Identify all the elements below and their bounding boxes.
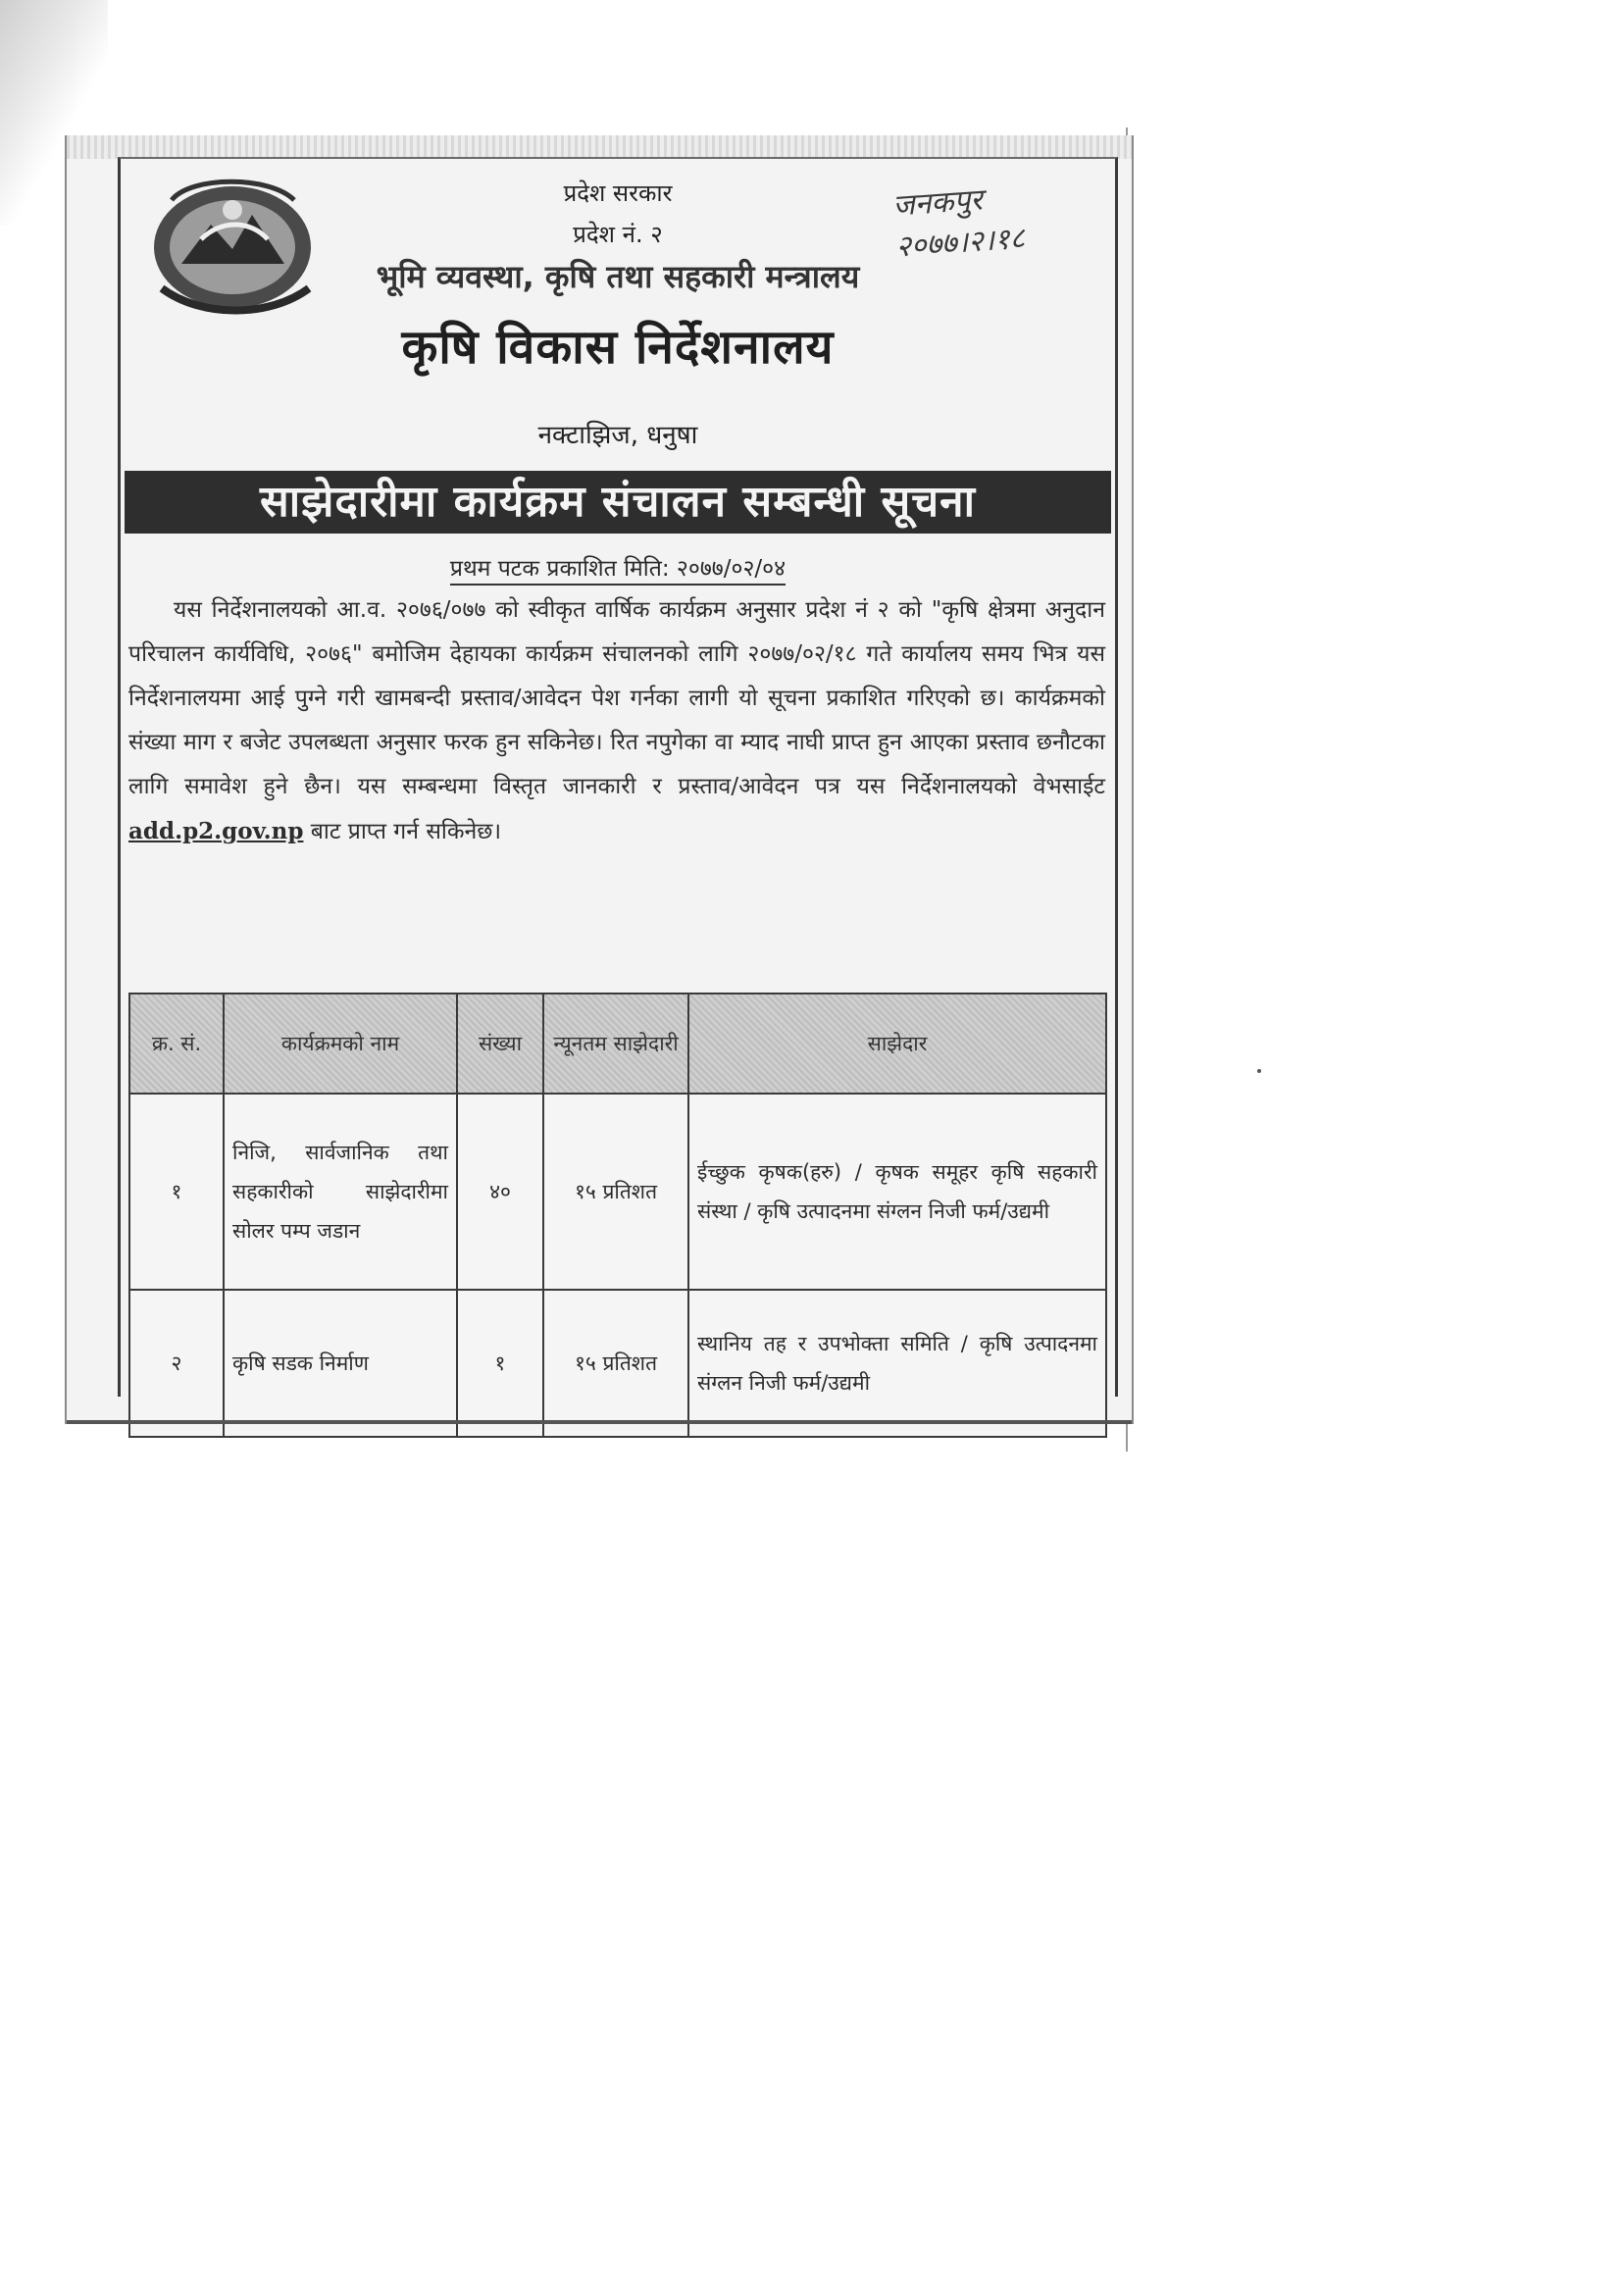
col-header-program: कार्यक्रमको नाम [224, 994, 457, 1094]
notice-title-banner: साझेदारीमा कार्यक्रम संचालन सम्बन्धी सूचना [125, 471, 1111, 534]
col-header-sn: क्र. सं. [129, 994, 224, 1094]
program-table [128, 993, 1107, 1438]
handwritten-date: २०७७।२।१८ [894, 221, 1027, 265]
handwritten-annotation [891, 171, 1115, 303]
province-label: प्रदेश नं. २ [573, 221, 663, 248]
website-link[interactable]: add.p2.gov.np [128, 818, 304, 844]
cell-sn: २ [129, 1290, 224, 1437]
clipping-top-strip [67, 135, 1132, 159]
newspaper-clipping [65, 135, 1134, 1424]
cell-count: ४० [457, 1094, 543, 1290]
col-header-min-share: न्यूनतम साझेदारी [543, 994, 688, 1094]
ministry-name: भूमि व्यवस्था, कृषि तथा सहकारी मन्त्रालय [376, 258, 860, 295]
cell-sn: १ [129, 1094, 224, 1290]
notice-body-text: यस निर्देशनालयको आ.व. २०७६/०७७ को स्वीकृत वार्षिक कार्यक्रम अनुसार प्रदेश नं २ को "कृषि क्षेत्रमा अनुदान परिचालन कार्यविधि, २०७६" बमोजिम देहायका कार्यक्रम संचालनको लागि २०७७/०२/१८ गते कार्यालय समय भित्र यस निर्देशनालयमा आई पुग्ने गरी खामबन्दी प्रस्ताव/आवेदन पेश गर्नका लागी यो सूचना प्रकाशित गरिएको छ। कार्यक्रमको संख्या माग र बजेट उपलब्धता अनुसार फरक हुन सकिनेछ। रित नपुगेका वा म्याद नाघी प्राप्त हुन आएका प्रस्ताव छनौटका लागि समावेश हुने छैन। यस सम्बन्धमा विस्तृत जानकारी र प्रस्ताव/आवेदन पत्र यस निर्देशनालयको वेभसाईट [128, 597, 1105, 799]
cell-program: निजि, सार्वजानिक तथा सहकारीको साझेदारीमा सोलर पम्प जडान [224, 1094, 457, 1290]
table-header-row [129, 994, 1106, 1094]
cell-partner: ईच्छुक कृषक(हरु) / कृषक समूहर कृषि सहकारी संस्था / कृषि उत्पादनमा संग्लन निजी फर्म/उद्यमी [688, 1094, 1106, 1290]
cell-min-share: १५ प्रतिशत [543, 1290, 688, 1437]
notice-body-end: बाट प्राप्त गर्न सकिनेछ। [310, 819, 502, 844]
directorate-name: कृषि विकास निर्देशनालय [401, 320, 835, 375]
col-header-partner: साझेदार [688, 994, 1106, 1094]
notice-body [128, 588, 1105, 854]
published-date [121, 551, 1115, 583]
cell-partner: स्थानिय तह र उपभोक्ता समिति / कृषि उत्पादनमा संग्लन निजी फर्म/उद्यमी [688, 1290, 1106, 1437]
cell-program: कृषि सडक निर्माण [224, 1290, 457, 1437]
col-header-count: संख्या [457, 994, 543, 1094]
notice-box [118, 157, 1118, 1397]
cell-count: १ [457, 1290, 543, 1437]
handwritten-place: जनकपुर [891, 182, 984, 224]
table-row [129, 1290, 1106, 1437]
clipping-bottom-edge [67, 1420, 1132, 1424]
cell-min-share: १५ प्रतिशत [543, 1094, 688, 1290]
table-row [129, 1094, 1106, 1290]
scan-speck [1257, 1069, 1261, 1073]
government-label: प्रदेश सरकार [563, 179, 673, 207]
published-date-text: प्रथम पटक प्रकाशित मिति: २०७७/०२/०४ [450, 556, 786, 586]
office-address: नक्टाझिज, धनुषा [537, 421, 698, 450]
